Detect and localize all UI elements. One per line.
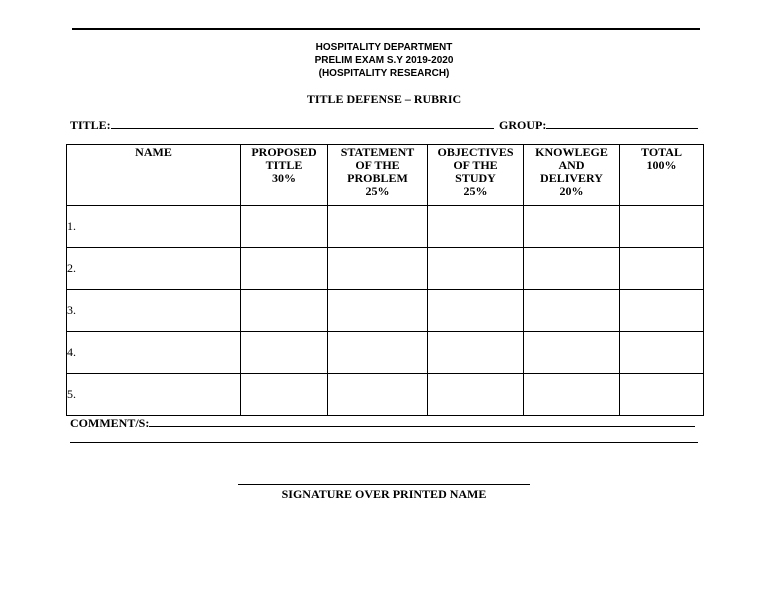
col-header-line: OF THE [453,158,498,172]
signature-label: SIGNATURE OVER PRINTED NAME [281,487,487,501]
score-cell[interactable] [428,374,524,416]
score-cell[interactable] [524,374,620,416]
col-knowledge-delivery [524,145,620,206]
total-cell[interactable] [620,248,704,290]
score-cell[interactable] [328,248,428,290]
col-header-line: 25% [463,184,488,198]
score-cell[interactable] [328,290,428,332]
rubric-table [66,144,704,416]
score-cell[interactable] [241,248,328,290]
table-header-row [67,145,704,206]
score-cell[interactable] [328,374,428,416]
col-header-line: TOTAL [641,145,682,159]
group-label: GROUP: [499,118,547,132]
table-row [67,332,704,374]
comment-blank[interactable] [149,415,695,427]
top-rule [72,28,700,30]
col-header-line: STUDY [455,171,496,185]
row-number[interactable]: 2. [67,248,241,290]
group-field [499,117,698,133]
col-statement-of-problem [328,145,428,206]
row-number[interactable]: 4. [67,332,241,374]
score-cell[interactable] [328,206,428,248]
col-header-line: DELIVERY [540,171,603,185]
comment-second-line[interactable] [70,442,698,443]
score-cell[interactable] [428,332,524,374]
col-header-line: 25% [365,184,390,198]
col-header-line: 30% [272,171,296,185]
comment-field [70,415,695,431]
total-cell[interactable] [620,374,704,416]
department-name: HOSPITALITY DEPARTMENT [315,42,453,53]
score-cell[interactable] [524,248,620,290]
title-label: TITLE: [70,118,111,132]
col-header-line: NAME [135,145,172,159]
col-total [620,145,704,206]
score-cell[interactable] [241,206,328,248]
score-cell[interactable] [241,374,328,416]
col-header-line: OBJECTIVES [437,145,514,159]
table-row [67,248,704,290]
row-number[interactable]: 1. [67,206,241,248]
score-cell[interactable] [524,332,620,374]
row-number[interactable]: 3. [67,290,241,332]
title-blank[interactable] [111,117,494,129]
row-number[interactable]: 5. [67,374,241,416]
col-header-line: 20% [559,184,584,198]
col-header-line: TITLE [265,158,303,172]
table-row [67,206,704,248]
total-cell[interactable] [620,290,704,332]
col-header-line: 100% [646,158,677,172]
col-name [67,145,241,206]
exam-name: PRELIM EXAM S.Y 2019-2020 [314,55,454,66]
page-title: TITLE DEFENSE – RUBRIC [306,92,462,106]
col-header-line: STATEMENT [340,145,415,159]
score-cell[interactable] [428,206,524,248]
group-blank[interactable] [546,117,698,129]
score-cell[interactable] [524,206,620,248]
score-cell[interactable] [241,290,328,332]
score-cell[interactable] [328,332,428,374]
col-header-line: PROBLEM [347,171,408,185]
signature-line[interactable] [238,484,530,485]
col-proposed-title [241,145,328,206]
col-header-line: PROPOSED [251,145,317,159]
title-field [70,117,494,133]
table-row [67,290,704,332]
col-header-line: AND [558,158,585,172]
comment-label: COMMENT/S: [70,416,150,430]
total-cell[interactable] [620,206,704,248]
score-cell[interactable] [241,332,328,374]
total-cell[interactable] [620,332,704,374]
score-cell[interactable] [428,290,524,332]
col-header-line: KNOWLEGE [535,145,608,159]
col-header-line: OF THE [355,158,400,172]
table-row [67,374,704,416]
score-cell[interactable] [524,290,620,332]
course-name: (HOSPITALITY RESEARCH) [318,68,450,79]
col-objectives [428,145,524,206]
score-cell[interactable] [428,248,524,290]
